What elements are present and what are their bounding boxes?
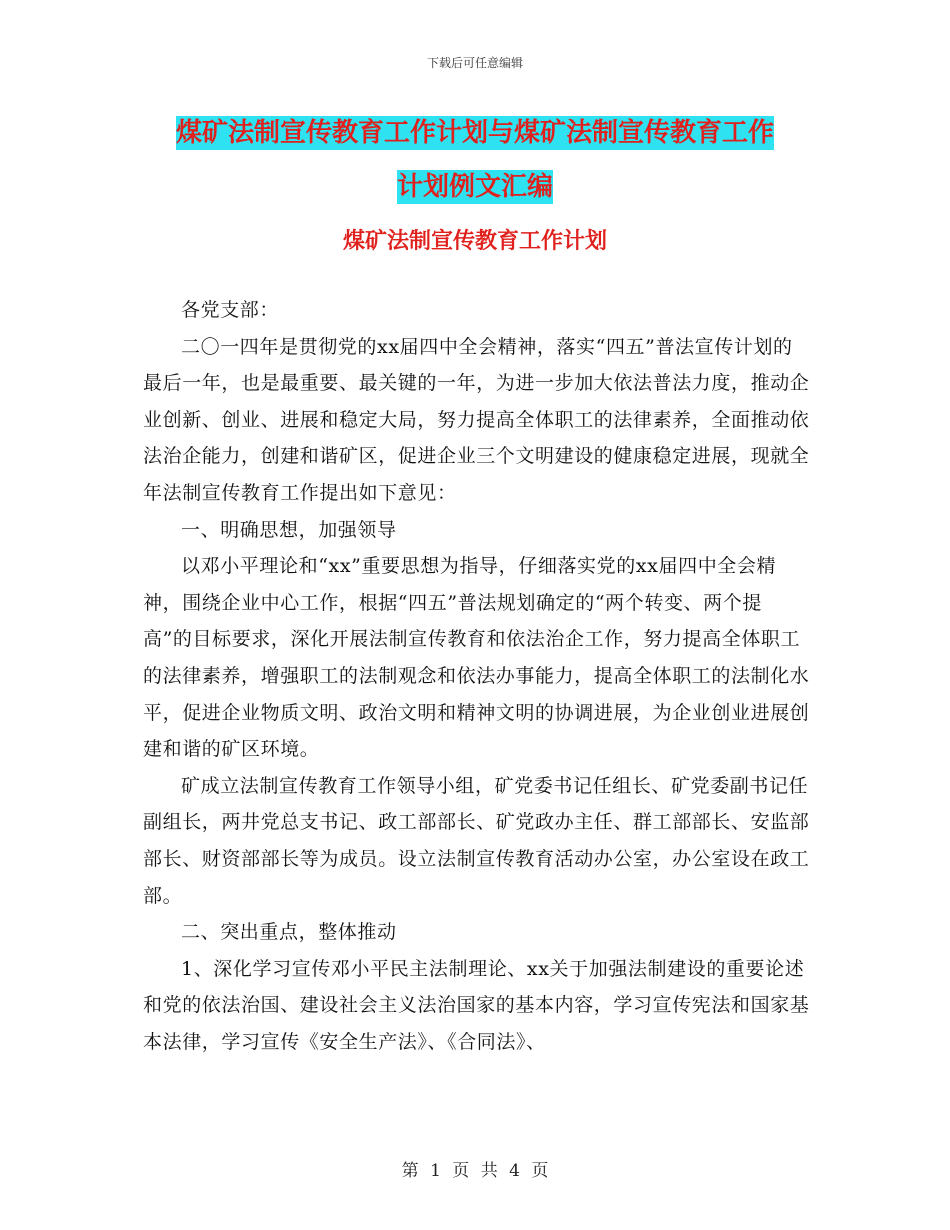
paragraph-intro: 二〇一四年是贯彻党的xx届四中全会精神，落实“四五”普法宣传计划的最后一年，也是最重要、最关键的一年，为进一步加大依法普法力度，推动企业创新、创业、进展和稳定大局，努力提高全体职工的法律素养，全面推动依法治企能力，创建和谐矿区，促进企业三个文明建设的健康稳定进展，现就全年法制宣传教育工作提出如下意见： bbox=[143, 335, 810, 504]
title-line-2: 计划例文汇编 bbox=[396, 172, 553, 202]
section-heading-2: 二、突出重点，整体推动 bbox=[181, 921, 397, 944]
header-note: 下载后可任意编辑 bbox=[426, 56, 523, 70]
paragraph-salutation: 各党支部： bbox=[181, 299, 280, 321]
paragraph-item-1: 1、深化学习宣传邓小平民主法制理论、xx关于加强法制建设的重要论述和党的依法治国、建设社会主义法治国家的基本内容，学习宣传宪法和国家基本法律，学习宣传《安全生产法》、《合同法》、 bbox=[143, 957, 810, 1053]
document-body bbox=[143, 292, 811, 1060]
paragraph-guidance: 以邓小平理论和“xx”重要思想为指导，仔细落实党的xx届四中全会精神，围绕企业中心工作，根据“四五”普法规划确定的“两个转变、两个提高”的目标要求，深化开展法制宣传教育和依法治企工作，努力提高全体职工的法律素养，增强职工的法制观念和依法办事能力，提高全体职工的法制化水平，促进企业物质文明、政治文明和精神文明的协调进展，为企业创业进展创建和谐的矿区环境。 bbox=[143, 555, 810, 761]
document-subtitle: 煤矿法制宣传教育工作计划 bbox=[342, 229, 607, 254]
page-number: 第 1 页 共 4 页 bbox=[401, 1161, 549, 1181]
title-line-1: 煤矿法制宣传教育工作计划与煤矿法制宣传教育工作 bbox=[175, 118, 774, 148]
paragraph-leadership: 矿成立法制宣传教育工作领导小组，矿党委书记任组长、矿党委副书记任副组长，两井党总支书记、政工部部长、矿党政办主任、群工部部长、安监部部长、财资部部长等为成员。设立法制宣传教育活动办公室，办公室设在政工部。 bbox=[143, 774, 810, 907]
section-heading-1: 一、明确思想，加强领导 bbox=[181, 518, 397, 541]
document-title bbox=[0, 106, 950, 214]
